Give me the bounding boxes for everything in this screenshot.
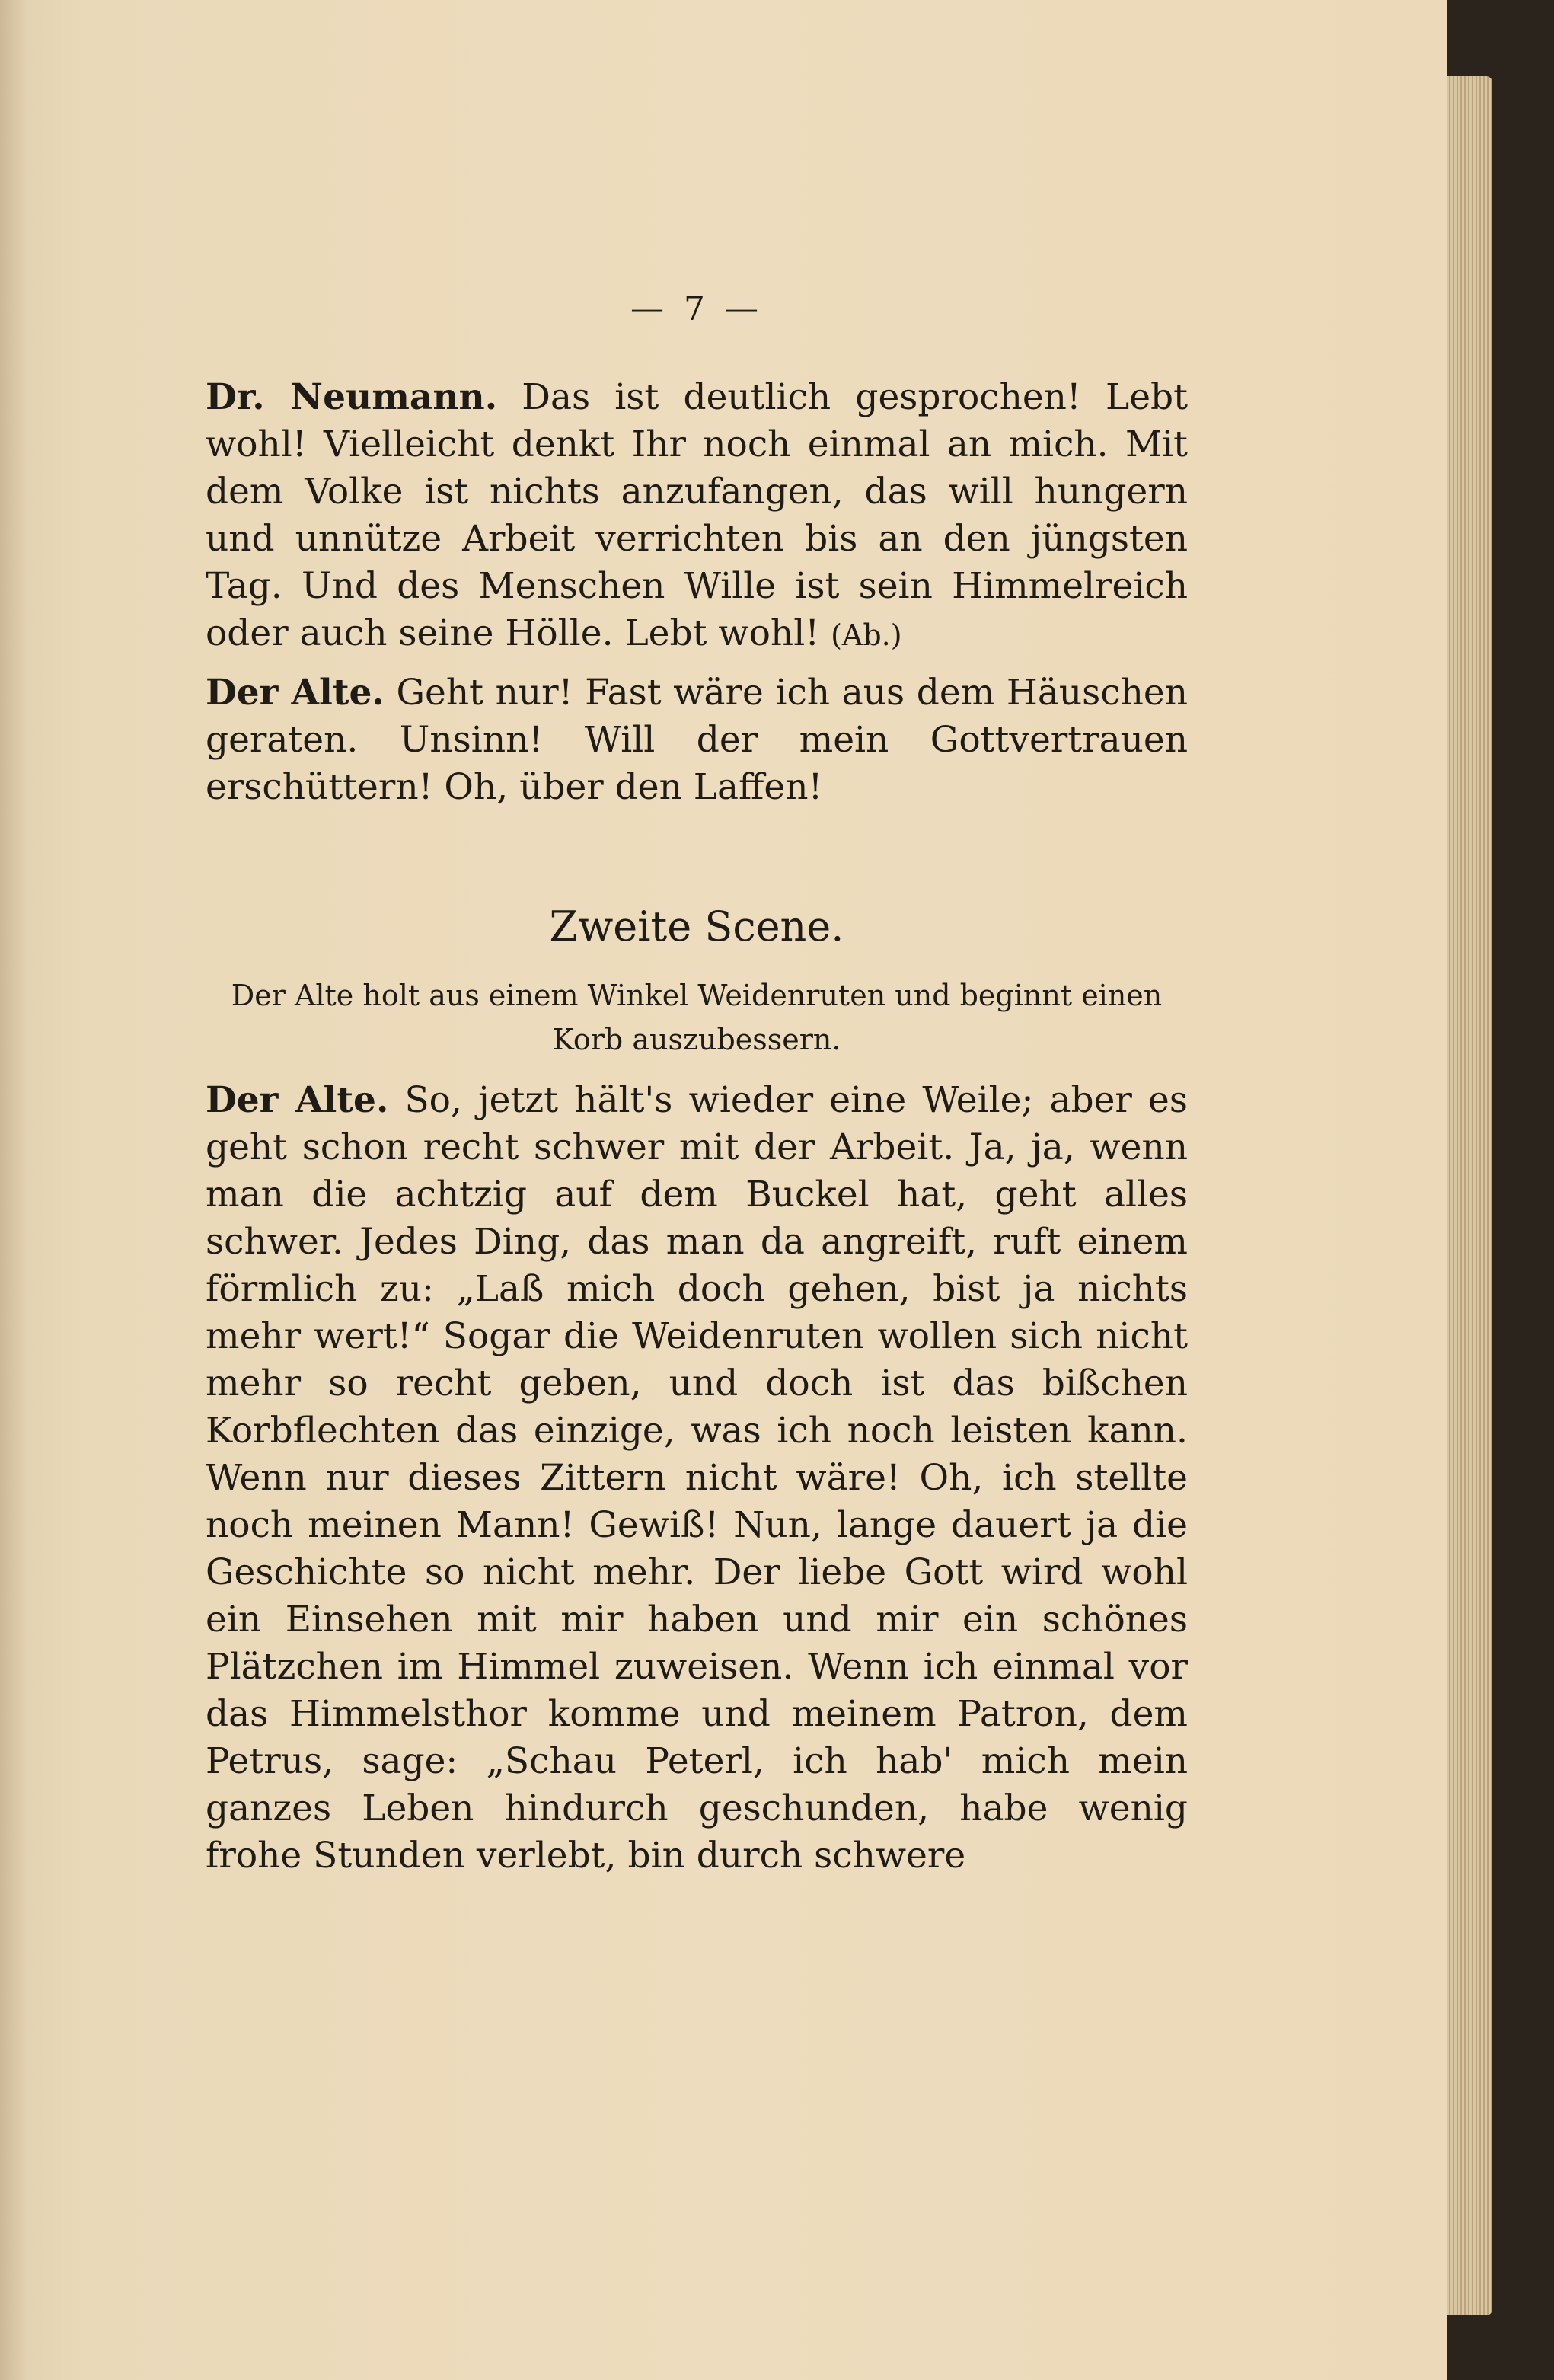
speech-text: Geht nur! Fast wäre ich aus dem Häuschen geraten. Unsinn! Will der mein Gottvertrauen erschüttern! Oh, über den Laffen!	[206, 672, 1188, 808]
speech-der-alte-2	[206, 1077, 1188, 1880]
speaker-name: Der Alte.	[206, 672, 385, 714]
stage-direction-inline: (Ab.)	[831, 618, 902, 652]
scene-stage-direction: Der Alte holt aus einem Winkel Weidenruten und beginnt einen Korb auszubessern.	[231, 979, 1163, 1056]
speech-der-alte-1	[206, 669, 1188, 811]
page-content	[206, 289, 1188, 1880]
page-number: — 7 —	[630, 289, 763, 328]
speaker-name: Dr. Neumann.	[206, 376, 498, 418]
speech-dr-neumann	[206, 374, 1188, 659]
speaker-name: Der Alte.	[206, 1079, 389, 1121]
scene-heading: Zweite Scene.	[549, 902, 844, 950]
speech-text: So, jetzt hält's wieder eine Weile; aber es geht schon recht schwer mit der Arbeit. Ja, ja, wenn man die achtzig auf dem Buckel hat, geht alles schwer. Jedes Ding, das man da angreift, ruft einem förmlich zu: „Laß mich doch gehen, bist ja nichts mehr wert!“ Sogar die Weidenruten wollen sich nicht mehr so recht geben, und doch ist das bißchen Korbflechten das einzige, was ich noch leisten kann. Wenn nur dieses Zittern nicht wäre! Oh, ich stellte noch meinen Mann! Gewiß! Nun, lange dauert ja die Geschichte so nicht mehr. Der liebe Gott wird wohl ein Einsehen mit mir haben und mir ein schönes Plätzchen im Himmel zuweisen. Wenn ich einmal vor das Himmelsthor komme und meinem Patron, dem Petrus, sage: „Schau Peterl, ich hab' mich mein ganzes Leben hindurch geschunden, habe wenig frohe Stunden verlebt, bin durch schwere	[206, 1079, 1188, 1877]
speech-text: Das ist deutlich gesprochen! Lebt wohl! Vielleicht denkt Ihr noch einmal an mich. Mit dem Volke ist nichts anzufangen, das will hungern und unnütze Arbeit verrichten bis an den jüngsten Tag. Und des Menschen Wille ist sein Himmelreich oder auch seine Hölle. Lebt wohl!	[206, 376, 1188, 654]
